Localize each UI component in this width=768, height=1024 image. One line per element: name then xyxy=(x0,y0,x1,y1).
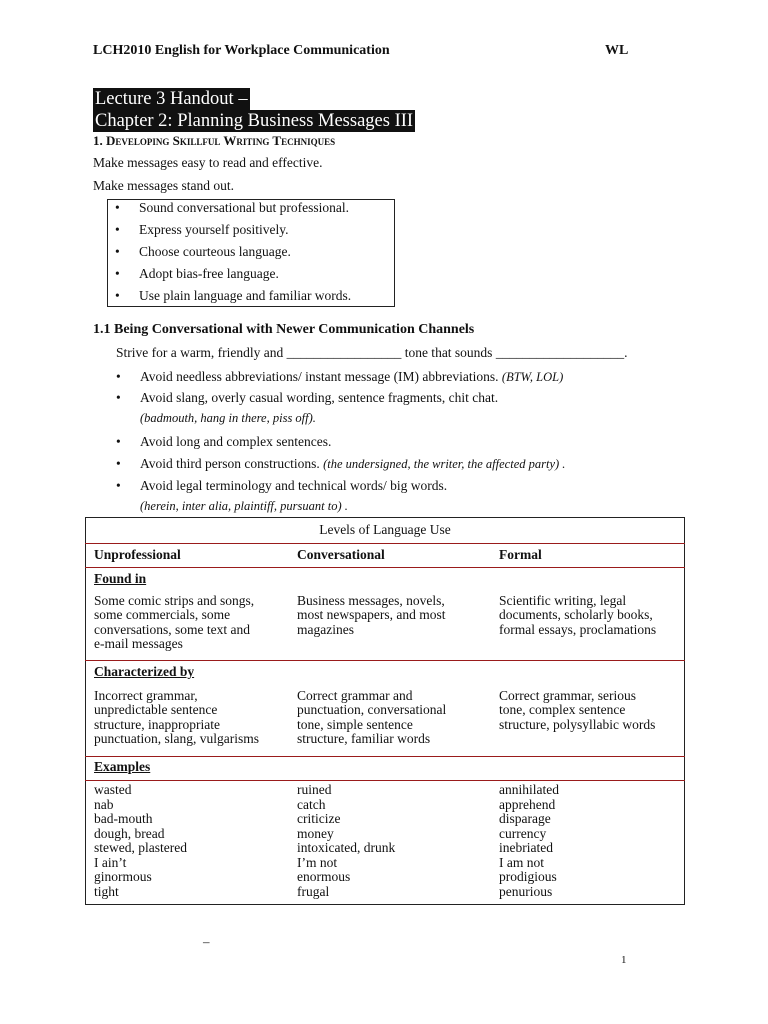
section-1-title: Developing Skillful Writing Techniques xyxy=(106,133,336,148)
language-levels-table xyxy=(85,517,685,905)
characterized-conversational: Correct grammar and punctuation, conversational tone, simple sentence structure, familiar words xyxy=(289,689,491,757)
avoid-item: • Avoid needless abbreviations/ instant message (IM) abbreviations. (BTW, LOL) xyxy=(116,369,564,384)
found-unprofessional: Some comic strips and songs, some commercials, some conversations, some text and e-mail messages xyxy=(86,594,290,661)
column-header-conversational: Conversational xyxy=(289,544,491,568)
avoid-item: • Avoid legal terminology and technical words/ big words. xyxy=(116,478,448,493)
course-title: LCH2010 English for Workplace Communication xyxy=(93,43,390,58)
technique-item: • Choose courteous language. xyxy=(115,244,291,259)
technique-item: • Express yourself positively. xyxy=(115,222,289,237)
found-formal: Scientific writing, legal documents, scholarly books, formal essays, proclamations xyxy=(491,594,685,661)
technique-item: • Adopt bias-free language. xyxy=(115,266,279,281)
techniques-box xyxy=(107,199,395,307)
page-number: 1 xyxy=(621,954,627,966)
avoid-example: (badmouth, hang in there, piss off). xyxy=(140,411,316,425)
column-header-formal: Formal xyxy=(491,544,685,568)
avoid-item: • Avoid long and complex sentences. xyxy=(116,434,332,449)
section-1-number: 1. xyxy=(93,133,103,148)
characterized-by-label: Characterized by xyxy=(94,664,195,679)
avoid-item: • Avoid slang, overly casual wording, sentence fragments, chit chat. xyxy=(116,390,499,405)
column-header-unprofessional: Unprofessional xyxy=(86,544,290,568)
intro-line-2: Make messages stand out. xyxy=(93,178,234,193)
technique-item: • Use plain language and familiar words. xyxy=(115,288,352,303)
examples-conversational: ruined catch criticize money intoxicated, drunk I’m not enormous frugal xyxy=(297,782,396,899)
found-in-label: Found in xyxy=(94,571,147,586)
table-title: Levels of Language Use xyxy=(86,518,685,544)
characterized-formal: Correct grammar, serious tone, complex sentence structure, polysyllabic words xyxy=(491,689,685,757)
section-1-1-heading: 1.1 Being Conversational with Newer Communication Channels xyxy=(93,322,475,337)
found-conversational: Business messages, novels, most newspapers, and most magazines xyxy=(289,594,491,661)
avoid-example: (herein, inter alia, plaintiff, pursuant to) . xyxy=(140,499,348,513)
author-initials: WL xyxy=(605,43,629,58)
intro-line-1: Make messages easy to read and effective. xyxy=(93,155,323,170)
chapter-title: Chapter 2: Planning Business Messages III xyxy=(95,111,414,131)
examples-label: Examples xyxy=(94,759,151,774)
section-1-heading xyxy=(93,133,335,149)
avoid-item: • Avoid third person constructions. (the undersigned, the writer, the affected party) . xyxy=(116,456,566,471)
examples-unprofessional: wasted nab bad-mouth dough, bread stewed, plastered I ain’t ginormous tight xyxy=(94,782,187,899)
stray-dash: – xyxy=(203,934,210,949)
examples-formal: annihilated apprehend disparage currency inebriated I am not prodigious penurious xyxy=(499,782,559,899)
lecture-title: Lecture 3 Handout – xyxy=(95,89,248,109)
strive-line: Strive for a warm, friendly and _________________ tone that sounds ___________________. xyxy=(116,345,628,360)
characterized-unprofessional: Incorrect grammar, unpredictable sentence structure, inappropriate punctuation, slang, vulgarisms xyxy=(86,689,290,757)
technique-item: • Sound conversational but professional. xyxy=(115,200,349,215)
